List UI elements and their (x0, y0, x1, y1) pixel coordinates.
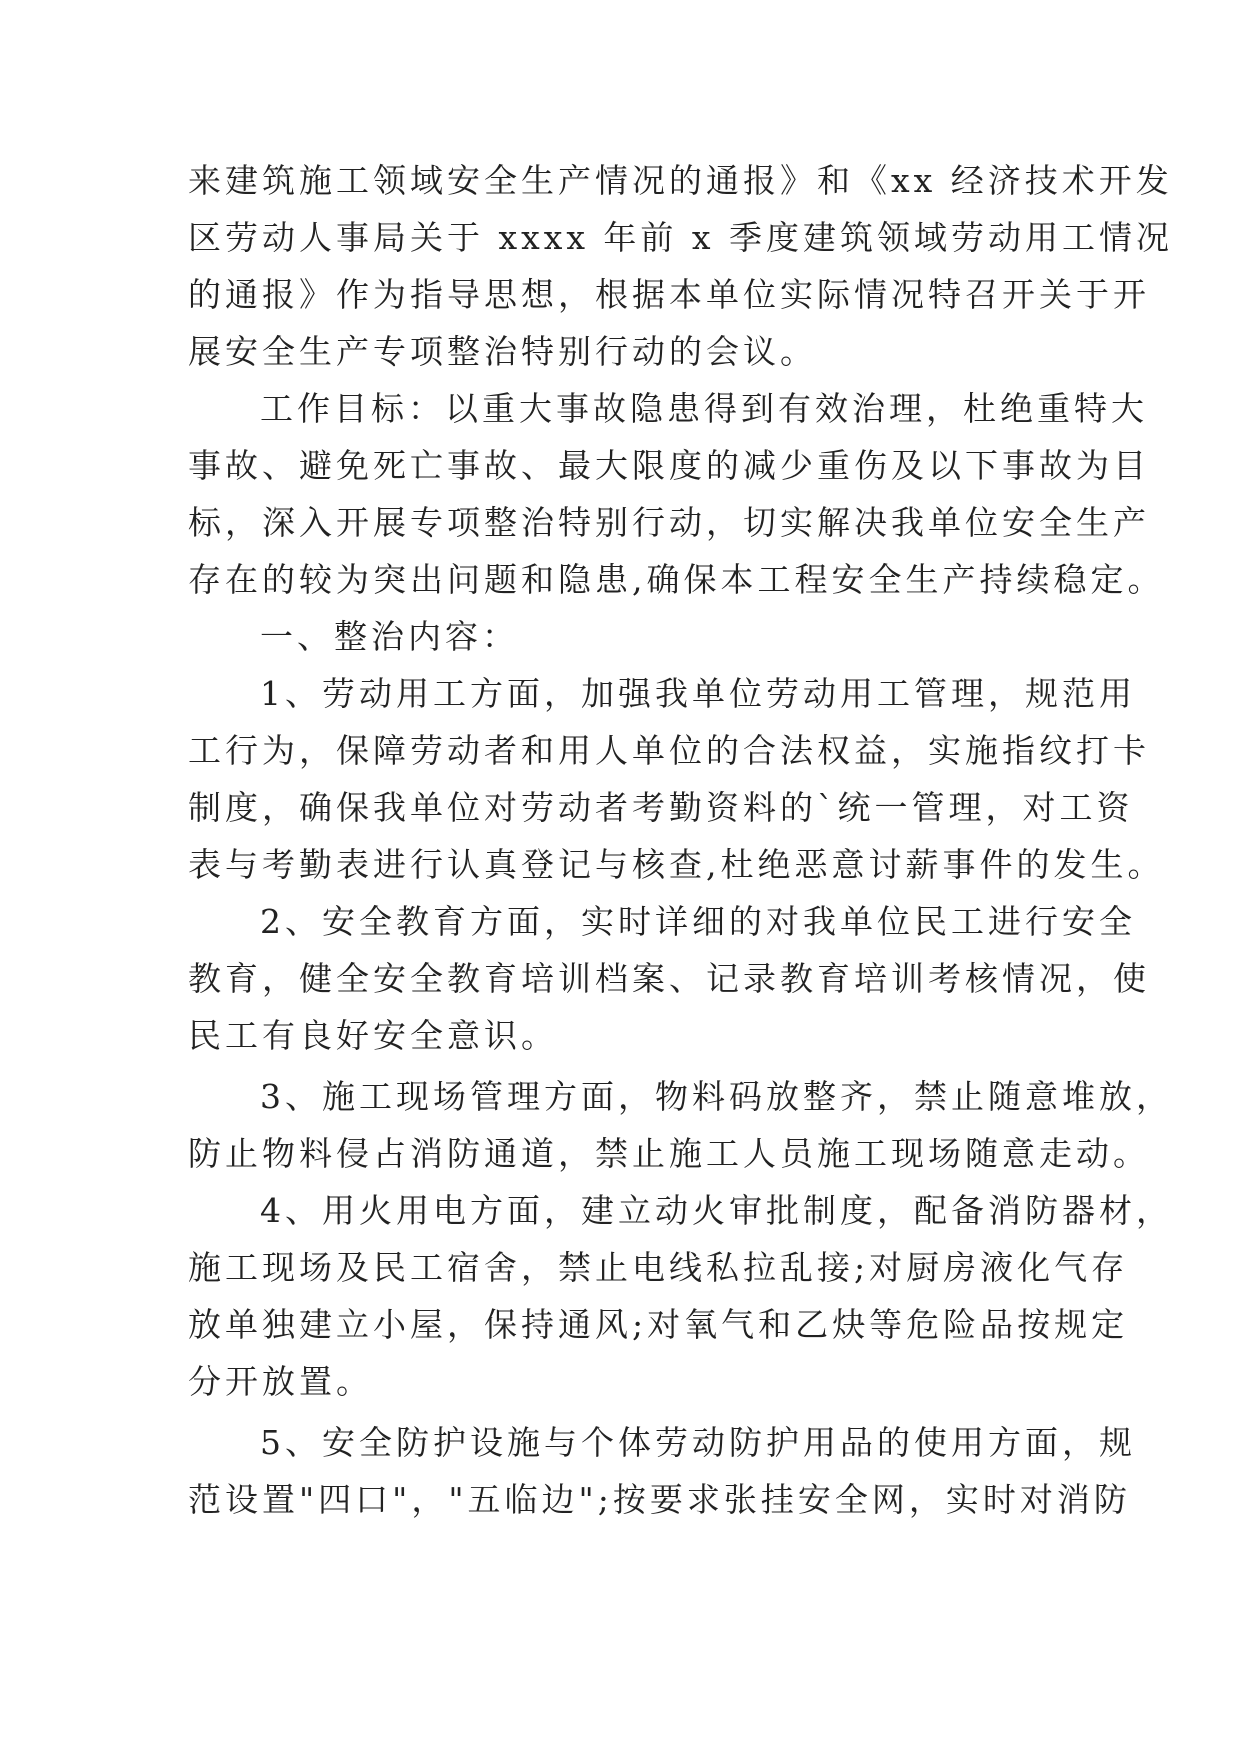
document-body (188, 152, 1174, 1528)
text-line: 事故、避免死亡事故、最大限度的减少重伤及以下事故为目 (188, 446, 1150, 485)
text-line: 防止物料侵占消防通道，禁止施工人员施工现场随意走动。 (188, 1134, 1150, 1173)
text-line: 分开放置。 (188, 1362, 373, 1401)
paragraph-first-line: 4、用火用电方面，建立动火审批制度，配备消防器材， (260, 1191, 1173, 1230)
paragraph-first-line: 2、安全教育方面，实时详细的对我单位民工进行安全 (260, 902, 1136, 941)
text-line: 民工有良好安全意识。 (188, 1016, 558, 1055)
paragraph-first-line: 工作目标：以重大事故隐患得到有效治理，杜绝重特大 (260, 389, 1148, 428)
text-line: 的通报》作为指导思想，根据本单位实际情况特召开关于开 (188, 275, 1150, 314)
text-line: 来建筑施工领域安全生产情况的通报》和《xx 经济技术开发 (188, 161, 1173, 200)
text-line: 存在的较为突出问题和隐患,确保本工程安全生产持续稳定。 (188, 560, 1165, 599)
text-line: 范设置"四口"，"五临边";按要求张挂安全网，实时对消防 (188, 1480, 1131, 1519)
text-line: 制度，确保我单位对劳动者考勤资料的`统一管理，对工资 (188, 788, 1134, 827)
paragraph-first-line: 3、施工现场管理方面，物料码放整齐，禁止随意堆放， (260, 1077, 1173, 1116)
paragraph-first-line: 1、劳动用工方面，加强我单位劳动用工管理，规范用 (260, 674, 1136, 713)
text-line: 表与考勤表进行认真登记与核查,杜绝恶意讨薪事件的发生。 (188, 845, 1165, 884)
text-line: 教育，健全安全教育培训档案、记录教育培训考核情况，使 (188, 959, 1150, 998)
paragraph-first-line: 5、安全防护设施与个体劳动防护用品的使用方面，规 (260, 1423, 1136, 1462)
section-heading: 一、整治内容： (260, 617, 519, 656)
text-line: 放单独建立小屋，保持通风;对氧气和乙炔等危险品按规定 (188, 1305, 1129, 1344)
text-line: 区劳动人事局关于 xxxx 年前 x 季度建筑领域劳动用工情况 (188, 218, 1174, 257)
text-line: 标，深入开展专项整治特别行动，切实解决我单位安全生产 (188, 503, 1150, 542)
text-line: 施工现场及民工宿舍，禁止电线私拉乱接;对厨房液化气存 (188, 1248, 1129, 1287)
text-line: 工行为，保障劳动者和用人单位的合法权益，实施指纹打卡 (188, 731, 1150, 770)
text-line: 展安全生产专项整治特别行动的会议。 (188, 332, 817, 371)
